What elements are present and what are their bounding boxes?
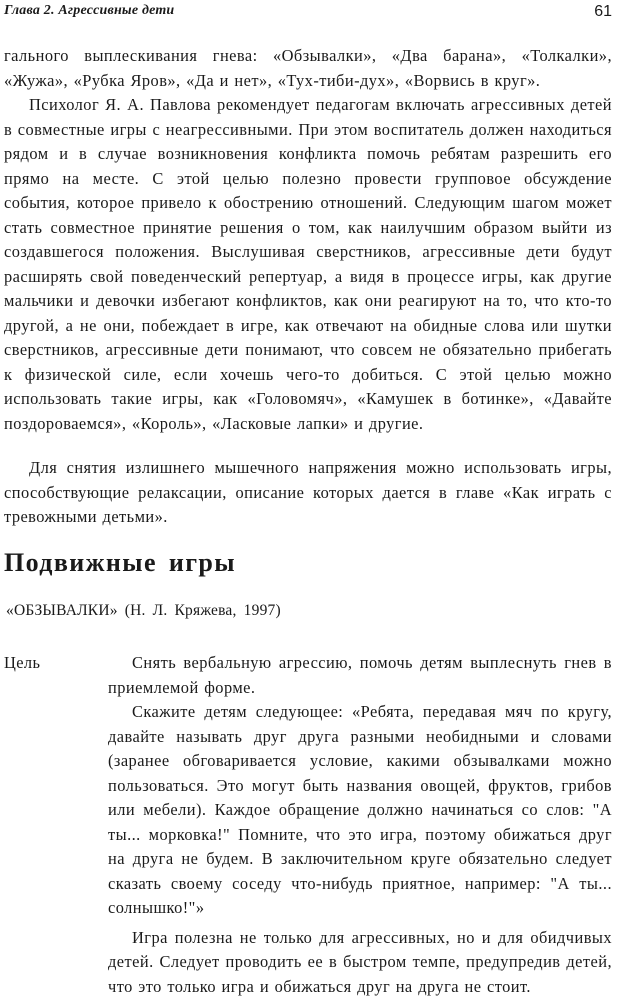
game-title: «ОБЗЫВАЛКИ» (Н. Л. Кряжева, 1997) <box>6 602 281 619</box>
paragraph-pavlova: Психолог Я. А. Павлова рекомендует педагогам включать агрессивных детей в совместные игры с неагрессивными. При этом воспитатель должен находиться рядом и в случае возникновения конфликта помочь ребятам разрешить его прямо на месте. С этой целью полезно провести групповое обсуждение события, которое привело к обострению отношений. Следующим шагом может стать совместное принятие решения о том, как наилучшим образом выйти из создавшегося положения. Выслушивая сверстников, агрессивные дети будут расширять свой поведенческий репертуар, а видя в процессе игры, как другие мальчики и девочки избегают конфликтов, как они реагируют на то, что кто-то другой, а не они, побеждает в игре, как отвечают на обидные слова или шутки сверстников, агрессивные дети понимают, что совсем не обязательно прибегать к физической силе, если хочешь чего-то добиться. С этой целью можно использовать такие игры, как «Головомяч», «Камушек в ботинке», «Давайте поздороваемся», «Король», «Ласковые лапки» и другие. <box>4 95 612 433</box>
page-number: 61 <box>594 3 612 20</box>
chapter-title: Глава 2. Агрессивные дети <box>4 3 175 18</box>
notes-text: Игра полезна не только для агрессивных, но и для обидчивых детей. Следует проводить ее в быстром темпе, предупредив детей, что это только игра и обижаться друг на друга не стоит. <box>108 927 612 996</box>
section-heading: Подвижные игры <box>4 548 236 577</box>
instructions-text: Скажите детям следующее: «Ребята, передавая мяч по кругу, давайте называть друг друга разными необидными и словами (заранее обговаривается условие, какими обзывалками можно пользоваться. Это могут быть названия овощей, фруктов, грибов или мебели). Каждое обращение должно начинаться со слов: "А ты... морковка!" Помните, что это игра, поэтому обижаться друг на друга не будем. В заключительном круге обязательно следует сказать своему соседу что-нибудь приятное, например: "А ты... солнышко!"» <box>108 702 612 917</box>
game-description <box>108 651 612 999</box>
goal-label: Цель <box>4 653 41 672</box>
running-head <box>4 3 612 23</box>
relaxation-text <box>4 456 612 530</box>
paragraph-continuation: гального выплескивания гнева: «Обзывалки», «Два барана», «Толкалки», «Жужа», «Рубка Яров», «Да и нет», «Тух-тиби-дух», «Ворвись в круг». <box>4 46 612 90</box>
intro-text <box>4 44 612 436</box>
goal-text: Снять вербальную агрессию, помочь детям выплеснуть гнев в приемлемой форме. <box>108 653 612 697</box>
paragraph-relaxation: Для снятия излишнего мышечного напряжения можно использовать игры, способствующие релаксации, описание которых дается в главе «Как играть с тревожными детьми». <box>4 458 612 526</box>
